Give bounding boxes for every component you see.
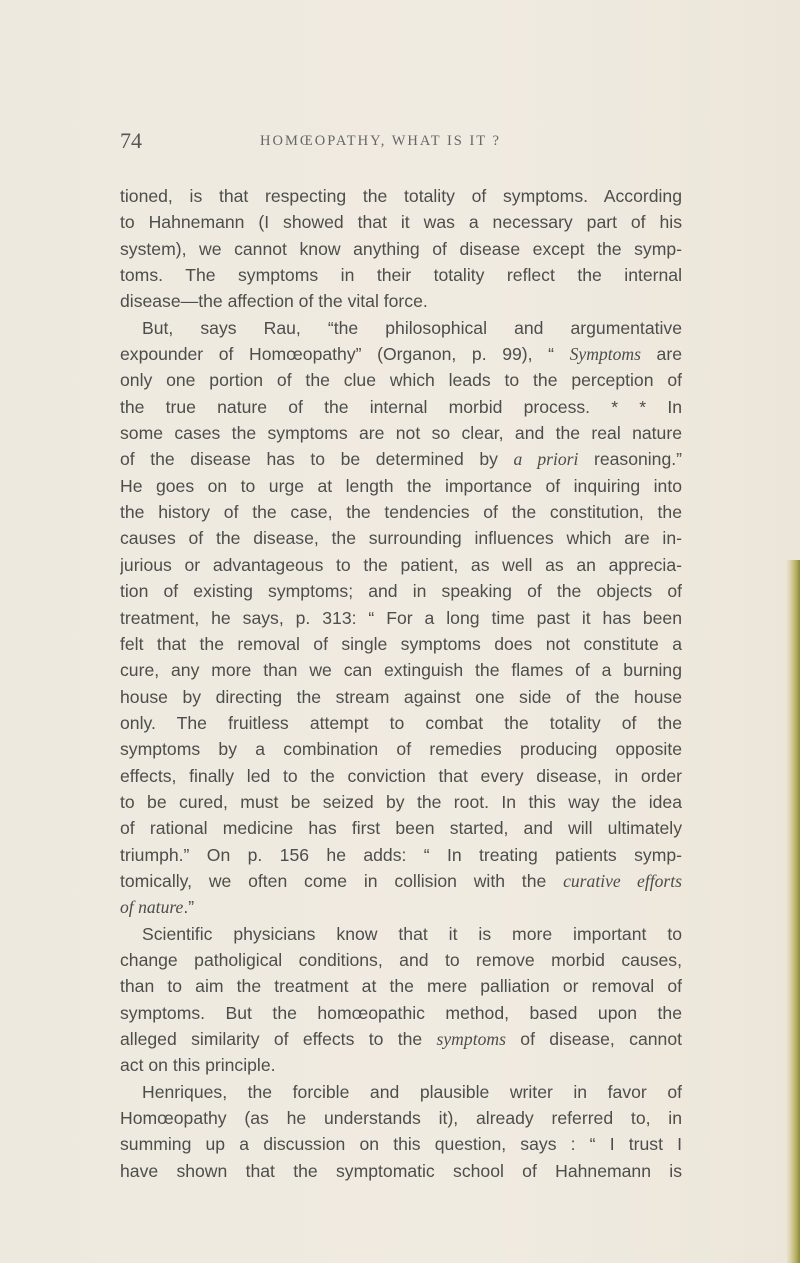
text-line	[120, 183, 682, 209]
running-title: HOMŒOPATHY, WHAT IS IT ?	[260, 133, 501, 149]
text-run: system), we cannot know anything of disease except the symp-	[120, 238, 682, 259]
text-run: symptoms by a combination of remedies producing opposite	[120, 739, 682, 760]
text-run: Henriques, the forcible and plausible writer in favor of	[142, 1081, 682, 1102]
text-run: act on this principle.	[120, 1055, 276, 1076]
text-run: effects, finally led to the conviction that every disease, in order	[120, 765, 682, 786]
text-line	[120, 947, 682, 973]
text-run: summing up a discussion on this question, says : “ I trust I	[120, 1134, 682, 1155]
text-run: tomically, we often come in collision with the	[120, 870, 564, 891]
text-line	[120, 446, 682, 472]
text-line	[120, 736, 682, 762]
text-run: .”	[183, 897, 195, 918]
text-line	[120, 1052, 682, 1078]
text-line	[120, 236, 682, 262]
text-line	[120, 525, 682, 551]
text-line	[120, 894, 682, 920]
text-line	[120, 842, 682, 868]
text-run: alleged similarity of effects to the	[120, 1029, 437, 1049]
text-run: of rational medicine has first been started, and will ultimately	[120, 818, 682, 839]
text-line	[120, 710, 682, 736]
text-run: disease—the affection of the vital force.	[120, 291, 428, 312]
italic-text: of nature	[120, 897, 184, 918]
text-line	[120, 1079, 682, 1105]
text-line	[120, 1158, 682, 1184]
text-run: are	[640, 344, 682, 365]
running-head	[120, 128, 680, 154]
page-number: 74	[120, 128, 142, 153]
text-line	[120, 657, 682, 683]
text-run: Homœopathy (as he understands it), already referred to, in	[120, 1108, 682, 1129]
text-run: causes of the disease, the surrounding influences which are in-	[120, 528, 682, 549]
text-run: cure, any more than we can extinguish the flames of a burning	[120, 660, 682, 681]
text-run: But, says Rau, “the philosophical and argumentative	[142, 317, 682, 338]
text-line	[120, 394, 682, 420]
text-line	[120, 815, 682, 841]
text-run: symptoms. But the homœopathic method, based upon the	[120, 1002, 682, 1023]
text-line	[120, 578, 682, 604]
text-run: have shown that the symptomatic school of Hahnemann is	[120, 1160, 682, 1181]
text-run: toms. The symptoms in their totality reflect the internal	[120, 265, 682, 286]
text-run: change patholigical conditions, and to remove morbid causes,	[120, 949, 682, 970]
text-line	[120, 789, 682, 815]
text-run: felt that the removal of single symptoms does not constitute a	[120, 633, 682, 654]
text-line	[120, 973, 682, 999]
text-line	[120, 473, 682, 499]
text-run: treatment, he says, p. 313: “ For a long time past it has been	[120, 607, 682, 628]
text-line	[120, 1026, 682, 1052]
text-run: tion of existing symptoms; and in speaking of the objects of	[120, 581, 682, 602]
text-run: to Hahnemann (I showed that it was a necessary part of his	[120, 212, 682, 233]
text-run: tioned, is that respecting the totality of symptoms. According	[120, 186, 682, 206]
text-run: reasoning.”	[578, 449, 682, 470]
text-line	[120, 631, 682, 657]
text-run: expounder of Homœopathy” (Organon, p. 99), “	[120, 344, 570, 365]
text-line	[120, 341, 682, 367]
text-line	[120, 288, 682, 314]
text-line	[120, 868, 682, 894]
text-run: of disease, cannot	[505, 1029, 682, 1049]
text-run: than to aim the treatment at the mere palliation or removal of	[120, 976, 682, 997]
text-line	[120, 605, 682, 631]
text-run: He goes on to urge at length the importance of inquiring into	[120, 475, 682, 496]
page-edge-shadow	[786, 560, 800, 1263]
text-run: Scientific physicians know that it is more important to	[142, 923, 682, 944]
text-line	[120, 367, 682, 393]
text-run: the true nature of the internal morbid process. * * In	[120, 396, 682, 417]
text-line	[120, 763, 682, 789]
text-line	[120, 315, 682, 341]
text-run: only. The fruitless attempt to combat the totality of the	[120, 712, 682, 733]
italic-text: symptoms	[436, 1029, 506, 1049]
italic-text: curative efforts	[563, 870, 682, 891]
text-run: the history of the case, the tendencies of the constitution, the	[120, 502, 682, 523]
text-line	[120, 921, 682, 947]
text-run: to be cured, must be seized by the root. In this way the idea	[120, 791, 682, 812]
text-line	[120, 1000, 682, 1026]
text-line	[120, 209, 682, 235]
body-text	[120, 183, 682, 1184]
text-run: house by directing the stream against one side of the house	[120, 686, 682, 707]
text-line	[120, 499, 682, 525]
text-line	[120, 1131, 682, 1157]
text-run: triumph.” On p. 156 he adds: “ In treating patients symp-	[120, 844, 682, 865]
text-run: of the disease has to be determined by	[120, 449, 514, 470]
text-line	[120, 262, 682, 288]
text-line	[120, 552, 682, 578]
text-run: only one portion of the clue which leads to the perception of	[120, 370, 682, 391]
text-run: jurious or advantageous to the patient, as well as an apprecia-	[120, 554, 682, 575]
text-run: some cases the symptoms are not so clear, and the real nature	[120, 423, 682, 444]
text-line	[120, 1105, 682, 1131]
italic-text: Symptoms	[569, 344, 641, 365]
text-line	[120, 420, 682, 446]
italic-text: a priori	[513, 449, 579, 470]
text-line	[120, 684, 682, 710]
